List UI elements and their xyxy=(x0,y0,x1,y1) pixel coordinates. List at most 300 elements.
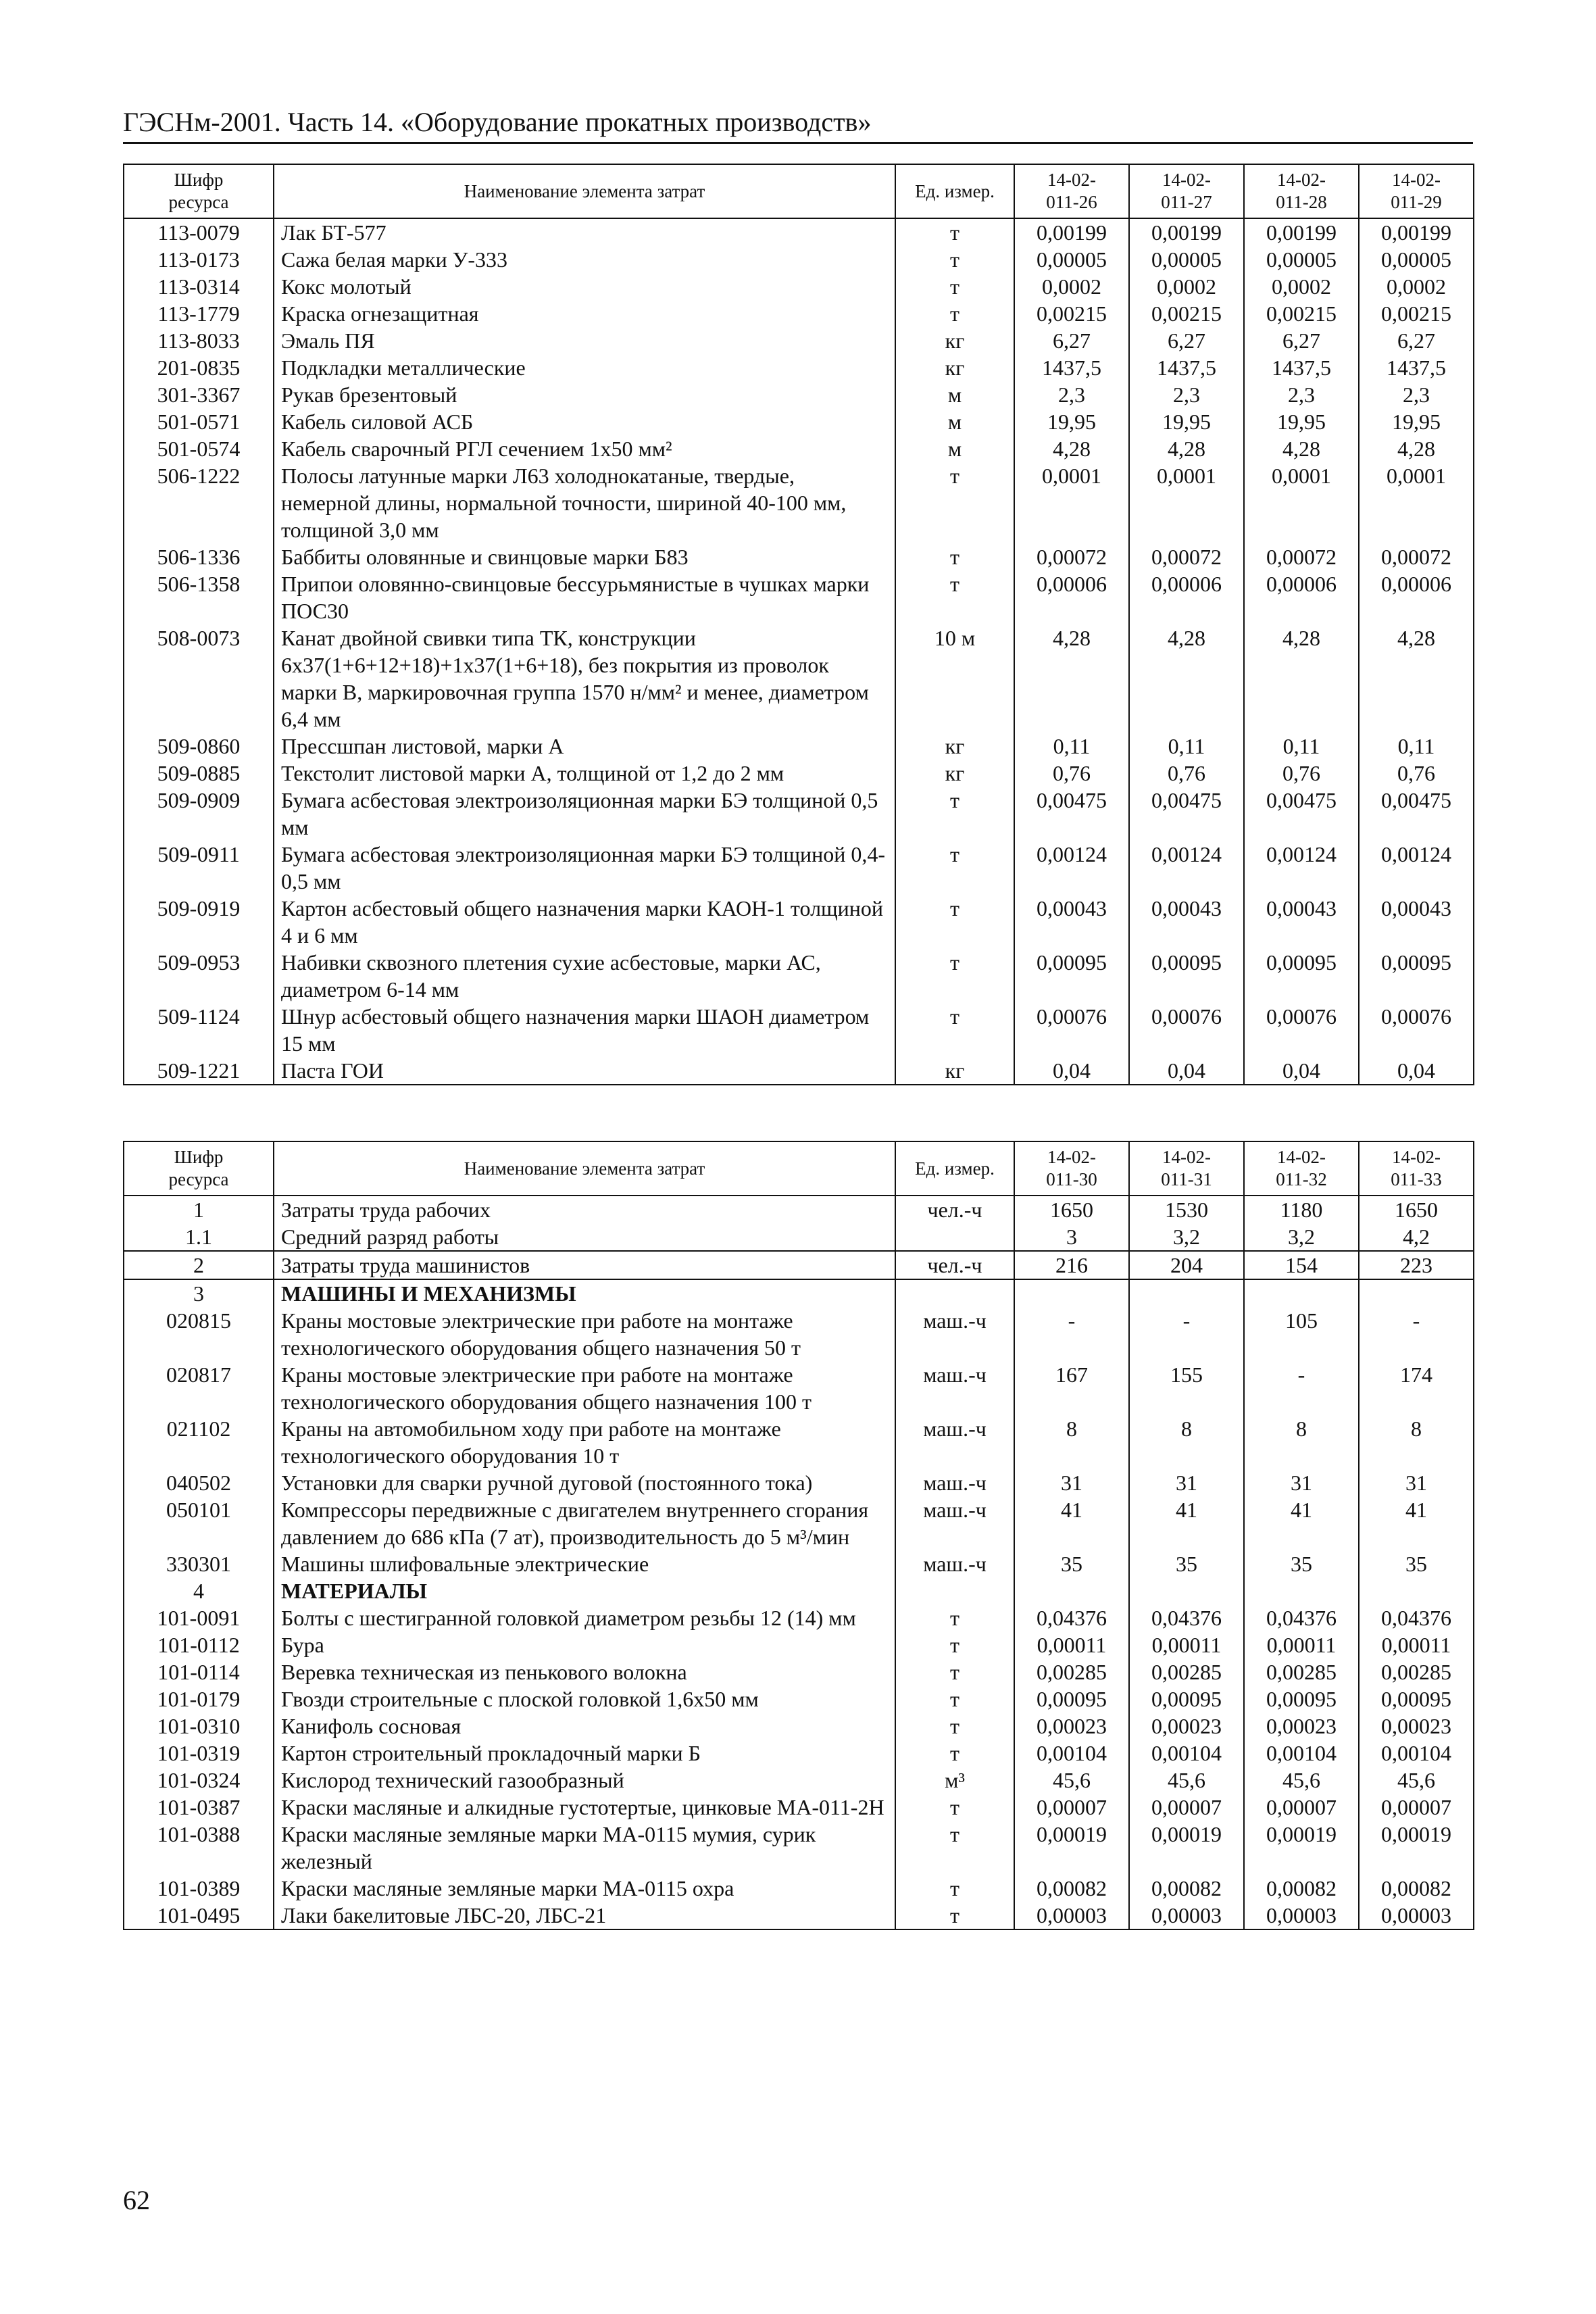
table-row xyxy=(124,1685,1474,1713)
unit-cell: маш.-ч xyxy=(895,1496,1014,1550)
resource-code: 1.1 xyxy=(124,1223,274,1251)
cost-element-name: Веревка техническая из пенькового волокна xyxy=(274,1658,895,1685)
norm-value: 0,00019 xyxy=(1014,1821,1129,1875)
norm-value: 0,04 xyxy=(1014,1057,1129,1085)
norm-value: 0,76 xyxy=(1129,760,1244,787)
norm-value: 0,76 xyxy=(1014,760,1129,787)
norm-value: 45,6 xyxy=(1129,1767,1244,1794)
cost-element-name: Краски масляные земляные марки МА-0115 охра xyxy=(274,1875,895,1902)
resource-code: 113-0173 xyxy=(124,246,274,273)
norm-value: 0,00095 xyxy=(1014,1685,1129,1713)
resource-code: 509-1124 xyxy=(124,1003,274,1057)
cost-element-name: Бумага асбестовая электроизоляционная марки БЭ толщиной 0,5 мм xyxy=(274,787,895,841)
norm-value: 0,00475 xyxy=(1244,787,1359,841)
cost-element-name: Сажа белая марки У-333 xyxy=(274,246,895,273)
cost-element-name: Эмаль ПЯ xyxy=(274,327,895,354)
table-row xyxy=(124,246,1474,273)
norm-value: 0,11 xyxy=(1359,733,1474,760)
norm-value: 4,28 xyxy=(1244,435,1359,462)
table-row xyxy=(124,327,1474,354)
norm-value: 8 xyxy=(1014,1415,1129,1469)
norm-value: 0,0002 xyxy=(1129,273,1244,300)
table-row xyxy=(124,1740,1474,1767)
norm-value: 0,00285 xyxy=(1014,1658,1129,1685)
norm-value: 0,00082 xyxy=(1129,1875,1244,1902)
norm-value: 0,11 xyxy=(1014,733,1129,760)
unit-cell: т xyxy=(895,1685,1014,1713)
unit-cell: т xyxy=(895,1740,1014,1767)
cost-element-name: Гвозди строительные с плоской головкой 1,6х50 мм xyxy=(274,1685,895,1713)
unit-cell: кг xyxy=(895,354,1014,381)
norm-value: 0,00072 xyxy=(1014,543,1129,570)
norm-value: 0,00104 xyxy=(1014,1740,1129,1767)
table-row xyxy=(124,1604,1474,1631)
table-body xyxy=(124,1196,1474,1929)
norm-value: 0,0002 xyxy=(1244,273,1359,300)
norm-value: 223 xyxy=(1359,1251,1474,1279)
norm-value: 8 xyxy=(1359,1415,1474,1469)
norm-value: 0,0001 xyxy=(1359,462,1474,543)
norm-value: 0,00003 xyxy=(1014,1902,1129,1929)
unit-cell: м xyxy=(895,381,1014,408)
norm-value: 0,00104 xyxy=(1359,1740,1474,1767)
table-row xyxy=(124,1794,1474,1821)
norm-column-header: 14-02- 011-29 xyxy=(1359,164,1474,218)
table-row xyxy=(124,1902,1474,1929)
norm-value: 0,00072 xyxy=(1129,543,1244,570)
resource-code: 020815 xyxy=(124,1307,274,1361)
unit-cell: т xyxy=(895,1875,1014,1902)
norm-value xyxy=(1359,1577,1474,1604)
norm-value: 0,00043 xyxy=(1244,895,1359,949)
norm-value: 19,95 xyxy=(1129,408,1244,435)
norm-value: 0,00006 xyxy=(1359,570,1474,624)
unit-cell: маш.-ч xyxy=(895,1361,1014,1415)
norm-value: 0,00007 xyxy=(1359,1794,1474,1821)
resource-code: 1 xyxy=(124,1196,274,1223)
norm-value: 0,00011 xyxy=(1129,1631,1244,1658)
cost-element-name: Краски масляные и алкидные густотертые, цинковые МА-011-2Н xyxy=(274,1794,895,1821)
norm-value: 0,00285 xyxy=(1359,1658,1474,1685)
norm-value: 45,6 xyxy=(1359,1767,1474,1794)
section-row xyxy=(124,1279,1474,1307)
norm-value: 3,2 xyxy=(1129,1223,1244,1251)
norm-value: 0,00215 xyxy=(1129,300,1244,327)
cost-element-name: Бумага асбестовая электроизоляционная марки БЭ толщиной 0,4-0,5 мм xyxy=(274,841,895,895)
norm-value: 174 xyxy=(1359,1361,1474,1415)
table-row xyxy=(124,733,1474,760)
norm-value: 41 xyxy=(1129,1496,1244,1550)
resource-code: 509-0860 xyxy=(124,733,274,760)
norm-value: 6,27 xyxy=(1014,327,1129,354)
norm-value: 0,00023 xyxy=(1244,1713,1359,1740)
norm-value: 0,00095 xyxy=(1014,949,1129,1003)
norm-value: 4,28 xyxy=(1359,435,1474,462)
resource-code: 330301 xyxy=(124,1550,274,1577)
table-row xyxy=(124,1550,1474,1577)
norm-value: 0,00043 xyxy=(1359,895,1474,949)
unit-cell: чел.-ч xyxy=(895,1196,1014,1223)
norm-value: 167 xyxy=(1014,1361,1129,1415)
resource-code: 020817 xyxy=(124,1361,274,1415)
table-row xyxy=(124,1631,1474,1658)
unit-cell: кг xyxy=(895,1057,1014,1085)
norm-column-header: 14-02- 011-31 xyxy=(1129,1141,1244,1196)
cost-element-name: Кокс молотый xyxy=(274,273,895,300)
norm-value: 0,00007 xyxy=(1244,1794,1359,1821)
resource-code: 506-1222 xyxy=(124,462,274,543)
table-row xyxy=(124,624,1474,733)
norm-value: 1650 xyxy=(1359,1196,1474,1223)
resource-code: 113-0314 xyxy=(124,273,274,300)
norm-value: 4,2 xyxy=(1359,1223,1474,1251)
table-row xyxy=(124,1767,1474,1794)
cost-element-name: Компрессоры передвижные с двигателем внутреннего сгорания давлением до 686 кПа (7 ат), производительность до 5 м³/мин xyxy=(274,1496,895,1550)
resource-code: 509-0919 xyxy=(124,895,274,949)
table-row xyxy=(124,435,1474,462)
cost-element-name: МАШИНЫ И МЕХАНИЗМЫ xyxy=(274,1279,895,1307)
norm-value: 0,00104 xyxy=(1129,1740,1244,1767)
norm-column-header: 14-02- 011-26 xyxy=(1014,164,1129,218)
norm-value: 35 xyxy=(1014,1550,1129,1577)
name-column-header: Наименование элемента затрат xyxy=(274,164,895,218)
unit-cell xyxy=(895,1223,1014,1251)
unit-cell: маш.-ч xyxy=(895,1415,1014,1469)
cost-element-name: Шнур асбестовый общего назначения марки ШАОН диаметром 15 мм xyxy=(274,1003,895,1057)
norm-value: 4,28 xyxy=(1129,435,1244,462)
norm-value: 35 xyxy=(1129,1550,1244,1577)
norm-value: 0,00006 xyxy=(1129,570,1244,624)
norm-value: 6,27 xyxy=(1359,327,1474,354)
unit-cell: т xyxy=(895,1794,1014,1821)
norm-value: 0,11 xyxy=(1244,733,1359,760)
section-row xyxy=(124,1577,1474,1604)
norm-value: 0,04 xyxy=(1244,1057,1359,1085)
norm-value: 0,00095 xyxy=(1244,1685,1359,1713)
unit-column-header: Ед. измер. xyxy=(895,164,1014,218)
norm-value: 0,0002 xyxy=(1014,273,1129,300)
norm-value: 4,28 xyxy=(1014,624,1129,733)
cost-element-name: Лак БТ-577 xyxy=(274,218,895,246)
table-row xyxy=(124,354,1474,381)
resource-code: 509-0911 xyxy=(124,841,274,895)
unit-cell: т xyxy=(895,787,1014,841)
cost-element-name: Краски масляные земляные марки МА-0115 мумия, сурик железный xyxy=(274,1821,895,1875)
table-row xyxy=(124,1196,1474,1223)
unit-cell: м xyxy=(895,408,1014,435)
table-row xyxy=(124,949,1474,1003)
norm-value: 0,00082 xyxy=(1014,1875,1129,1902)
table-row xyxy=(124,1658,1474,1685)
norm-value: 155 xyxy=(1129,1361,1244,1415)
norm-value: 0,00011 xyxy=(1244,1631,1359,1658)
resource-code: 2 xyxy=(124,1251,274,1279)
norm-value: 31 xyxy=(1129,1469,1244,1496)
norm-value: 0,00082 xyxy=(1359,1875,1474,1902)
norm-value: 0,04376 xyxy=(1014,1604,1129,1631)
unit-cell xyxy=(895,1279,1014,1307)
unit-cell: чел.-ч xyxy=(895,1251,1014,1279)
resource-code: 509-1221 xyxy=(124,1057,274,1085)
norm-value: 0,00005 xyxy=(1359,246,1474,273)
unit-cell: т xyxy=(895,1658,1014,1685)
norm-column-header: 14-02- 011-27 xyxy=(1129,164,1244,218)
norm-value: 0,00215 xyxy=(1014,300,1129,327)
norm-column-header: 14-02- 011-32 xyxy=(1244,1141,1359,1196)
norm-value: 0,0001 xyxy=(1129,462,1244,543)
norm-value: 0,00006 xyxy=(1014,570,1129,624)
norm-value xyxy=(1014,1279,1129,1307)
resource-code: 506-1336 xyxy=(124,543,274,570)
norm-value: 3 xyxy=(1014,1223,1129,1251)
norm-value: 41 xyxy=(1014,1496,1129,1550)
cost-element-name: Набивки сквозного плетения сухие асбестовые, марки АС, диаметром 6-14 мм xyxy=(274,949,895,1003)
resource-code: 101-0324 xyxy=(124,1767,274,1794)
unit-cell: кг xyxy=(895,733,1014,760)
resource-code: 101-0310 xyxy=(124,1713,274,1740)
resource-code: 101-0387 xyxy=(124,1794,274,1821)
table-row xyxy=(124,1361,1474,1415)
resource-code: 101-0114 xyxy=(124,1658,274,1685)
table-row xyxy=(124,760,1474,787)
table-row xyxy=(124,1057,1474,1085)
resource-code: 040502 xyxy=(124,1469,274,1496)
cost-element-name: Канат двойной свивки типа ТК, конструкции 6х37(1+6+12+18)+1х37(1+6+18), без покрытия из проволок марки В, маркировочная группа 1570 н/мм² и менее, диаметром 6,4 мм xyxy=(274,624,895,733)
cost-element-name: Установки для сварки ручной дуговой (постоянного тока) xyxy=(274,1469,895,1496)
norm-value: 0,00199 xyxy=(1359,218,1474,246)
table-row xyxy=(124,1003,1474,1057)
unit-cell: т xyxy=(895,949,1014,1003)
norm-value: 0,00475 xyxy=(1129,787,1244,841)
unit-cell: т xyxy=(895,462,1014,543)
norm-value: 0,00011 xyxy=(1014,1631,1129,1658)
resource-code: 101-0091 xyxy=(124,1604,274,1631)
norm-value: 19,95 xyxy=(1359,408,1474,435)
table-row xyxy=(124,570,1474,624)
norm-value: 0,00475 xyxy=(1014,787,1129,841)
norm-value: 1650 xyxy=(1014,1196,1129,1223)
norm-value: 45,6 xyxy=(1244,1767,1359,1794)
table-row xyxy=(124,273,1474,300)
cost-element-name: Полосы латунные марки Л63 холоднокатаные, твердые, немерной длины, нормальной точности, шириной 40-100 мм, толщиной 3,0 мм xyxy=(274,462,895,543)
unit-cell xyxy=(895,1577,1014,1604)
norm-value: 0,00095 xyxy=(1244,949,1359,1003)
norm-value: 19,95 xyxy=(1014,408,1129,435)
norm-value: 4,28 xyxy=(1359,624,1474,733)
norm-column-header: 14-02- 011-30 xyxy=(1014,1141,1129,1196)
norm-value: 0,00082 xyxy=(1244,1875,1359,1902)
table-row xyxy=(124,1469,1474,1496)
norm-value: 0,00003 xyxy=(1359,1902,1474,1929)
unit-cell: т xyxy=(895,218,1014,246)
norm-value: 0,04 xyxy=(1129,1057,1244,1085)
norm-value: 0,04376 xyxy=(1129,1604,1244,1631)
norm-value: - xyxy=(1129,1307,1244,1361)
norm-value: 35 xyxy=(1244,1550,1359,1577)
unit-cell: т xyxy=(895,543,1014,570)
unit-cell: т xyxy=(895,1902,1014,1929)
resource-code: 501-0574 xyxy=(124,435,274,462)
resource-code: 101-0388 xyxy=(124,1821,274,1875)
table-row xyxy=(124,218,1474,246)
norm-value: 0,00003 xyxy=(1129,1902,1244,1929)
table-row xyxy=(124,1415,1474,1469)
resource-code: 101-0319 xyxy=(124,1740,274,1767)
norm-value: 154 xyxy=(1244,1251,1359,1279)
norm-value: 31 xyxy=(1359,1469,1474,1496)
resource-code: 509-0909 xyxy=(124,787,274,841)
norm-value: 31 xyxy=(1244,1469,1359,1496)
norm-value: 41 xyxy=(1244,1496,1359,1550)
norm-value: 0,00011 xyxy=(1359,1631,1474,1658)
unit-column-header: Ед. измер. xyxy=(895,1141,1014,1196)
resource-code: 201-0835 xyxy=(124,354,274,381)
resource-code: 101-0179 xyxy=(124,1685,274,1713)
norm-value: 4,28 xyxy=(1244,624,1359,733)
norm-value: 0,00003 xyxy=(1244,1902,1359,1929)
cost-element-name: Паста ГОИ xyxy=(274,1057,895,1085)
norm-value: 19,95 xyxy=(1244,408,1359,435)
norm-column-header: 14-02- 011-33 xyxy=(1359,1141,1474,1196)
norm-value: 0,00215 xyxy=(1359,300,1474,327)
norm-value: 0,00076 xyxy=(1129,1003,1244,1057)
unit-cell: т xyxy=(895,895,1014,949)
norm-value: 0,00019 xyxy=(1359,1821,1474,1875)
cost-element-name: Прессшпан листовой, марки А xyxy=(274,733,895,760)
norm-value: 0,00285 xyxy=(1129,1658,1244,1685)
norm-value: 0,76 xyxy=(1244,760,1359,787)
norm-value: 8 xyxy=(1129,1415,1244,1469)
norm-value: 204 xyxy=(1129,1251,1244,1279)
name-column-header: Наименование элемента затрат xyxy=(274,1141,895,1196)
norm-value: 0,00005 xyxy=(1129,246,1244,273)
table-row xyxy=(124,1713,1474,1740)
unit-cell: кг xyxy=(895,760,1014,787)
norm-value: 0,00095 xyxy=(1129,1685,1244,1713)
norm-value: 0,04376 xyxy=(1244,1604,1359,1631)
norm-value: 0,00095 xyxy=(1359,1685,1474,1713)
norm-value xyxy=(1129,1279,1244,1307)
norm-value: 31 xyxy=(1014,1469,1129,1496)
cost-element-name: Краны мостовые электрические при работе на монтаже технологического оборудования общего назначения 100 т xyxy=(274,1361,895,1415)
table-row xyxy=(124,462,1474,543)
table-row xyxy=(124,1223,1474,1251)
resource-code: 509-0953 xyxy=(124,949,274,1003)
resource-code: 101-0495 xyxy=(124,1902,274,1929)
cost-element-name: Рукав брезентовый xyxy=(274,381,895,408)
norm-value: 0,00023 xyxy=(1129,1713,1244,1740)
table-row xyxy=(124,1821,1474,1875)
norm-value: 1437,5 xyxy=(1359,354,1474,381)
resource-code: 301-3367 xyxy=(124,381,274,408)
norm-value: 2,3 xyxy=(1129,381,1244,408)
norm-value: 0,00124 xyxy=(1129,841,1244,895)
norm-value: 0,00199 xyxy=(1129,218,1244,246)
cost-element-name: Припои оловянно-свинцовые бессурьмянистые в чушках марки ПОС30 xyxy=(274,570,895,624)
resource-code: 101-0112 xyxy=(124,1631,274,1658)
norm-value: 8 xyxy=(1244,1415,1359,1469)
norm-value: - xyxy=(1014,1307,1129,1361)
resource-code: 113-8033 xyxy=(124,327,274,354)
page-number: 62 xyxy=(123,2185,150,2215)
norm-value: - xyxy=(1359,1307,1474,1361)
table-row xyxy=(124,895,1474,949)
norm-value: 0,00104 xyxy=(1244,1740,1359,1767)
resource-table-2 xyxy=(123,1141,1474,1930)
code-column-header: Шифр ресурса xyxy=(124,164,274,218)
unit-cell: м³ xyxy=(895,1767,1014,1794)
resource-code: 050101 xyxy=(124,1496,274,1550)
table-row xyxy=(124,543,1474,570)
norm-value: 105 xyxy=(1244,1307,1359,1361)
norm-value: 0,0001 xyxy=(1244,462,1359,543)
norm-value: 0,00076 xyxy=(1359,1003,1474,1057)
norm-value: 0,00095 xyxy=(1129,949,1244,1003)
norm-value: - xyxy=(1244,1361,1359,1415)
resource-code: 4 xyxy=(124,1577,274,1604)
cost-element-name: МАТЕРИАЛЫ xyxy=(274,1577,895,1604)
resource-code: 113-0079 xyxy=(124,218,274,246)
norm-value: 0,00475 xyxy=(1359,787,1474,841)
norm-value: 0,00019 xyxy=(1244,1821,1359,1875)
norm-value: 216 xyxy=(1014,1251,1129,1279)
unit-cell: маш.-ч xyxy=(895,1307,1014,1361)
table-row xyxy=(124,1496,1474,1550)
cost-element-name: Текстолит листовой марки А, толщиной от 1,2 до 2 мм xyxy=(274,760,895,787)
table-body xyxy=(124,218,1474,1085)
unit-cell: 10 м xyxy=(895,624,1014,733)
resource-code: 506-1358 xyxy=(124,570,274,624)
norm-value: 1437,5 xyxy=(1129,354,1244,381)
norm-value: 0,00023 xyxy=(1359,1713,1474,1740)
resource-code: 101-0389 xyxy=(124,1875,274,1902)
unit-cell: маш.-ч xyxy=(895,1550,1014,1577)
norm-value: 0,00005 xyxy=(1014,246,1129,273)
cost-element-name: Подкладки металлические xyxy=(274,354,895,381)
norm-value: 0,00043 xyxy=(1014,895,1129,949)
norm-value: 0,00072 xyxy=(1359,543,1474,570)
norm-value: 0,00005 xyxy=(1244,246,1359,273)
norm-value: 0,04376 xyxy=(1359,1604,1474,1631)
norm-value: 0,00076 xyxy=(1014,1003,1129,1057)
cost-element-name: Картон строительный прокладочный марки Б xyxy=(274,1740,895,1767)
norm-value xyxy=(1244,1279,1359,1307)
unit-cell: т xyxy=(895,841,1014,895)
unit-cell: т xyxy=(895,1821,1014,1875)
norm-value: 6,27 xyxy=(1244,327,1359,354)
cost-element-name: Баббиты оловянные и свинцовые марки Б83 xyxy=(274,543,895,570)
norm-value: 3,2 xyxy=(1244,1223,1359,1251)
norm-value: 2,3 xyxy=(1244,381,1359,408)
norm-value: 0,76 xyxy=(1359,760,1474,787)
cost-element-name: Краны мостовые электрические при работе на монтаже технологического оборудования общего назначения 50 т xyxy=(274,1307,895,1361)
cost-element-name: Канифоль сосновая xyxy=(274,1713,895,1740)
norm-value xyxy=(1129,1577,1244,1604)
norm-value: 6,27 xyxy=(1129,327,1244,354)
unit-cell: т xyxy=(895,1631,1014,1658)
norm-value: 2,3 xyxy=(1014,381,1129,408)
cost-element-name: Затраты труда машинистов xyxy=(274,1251,895,1279)
table-row xyxy=(124,300,1474,327)
norm-value: 41 xyxy=(1359,1496,1474,1550)
norm-value: 1180 xyxy=(1244,1196,1359,1223)
unit-cell: т xyxy=(895,570,1014,624)
cost-element-name: Машины шлифовальные электрические xyxy=(274,1550,895,1577)
norm-value: 4,28 xyxy=(1129,624,1244,733)
cost-element-name: Болты с шестигранной головкой диаметром резьбы 12 (14) мм xyxy=(274,1604,895,1631)
table-row xyxy=(124,408,1474,435)
resource-table-1 xyxy=(123,164,1474,1085)
